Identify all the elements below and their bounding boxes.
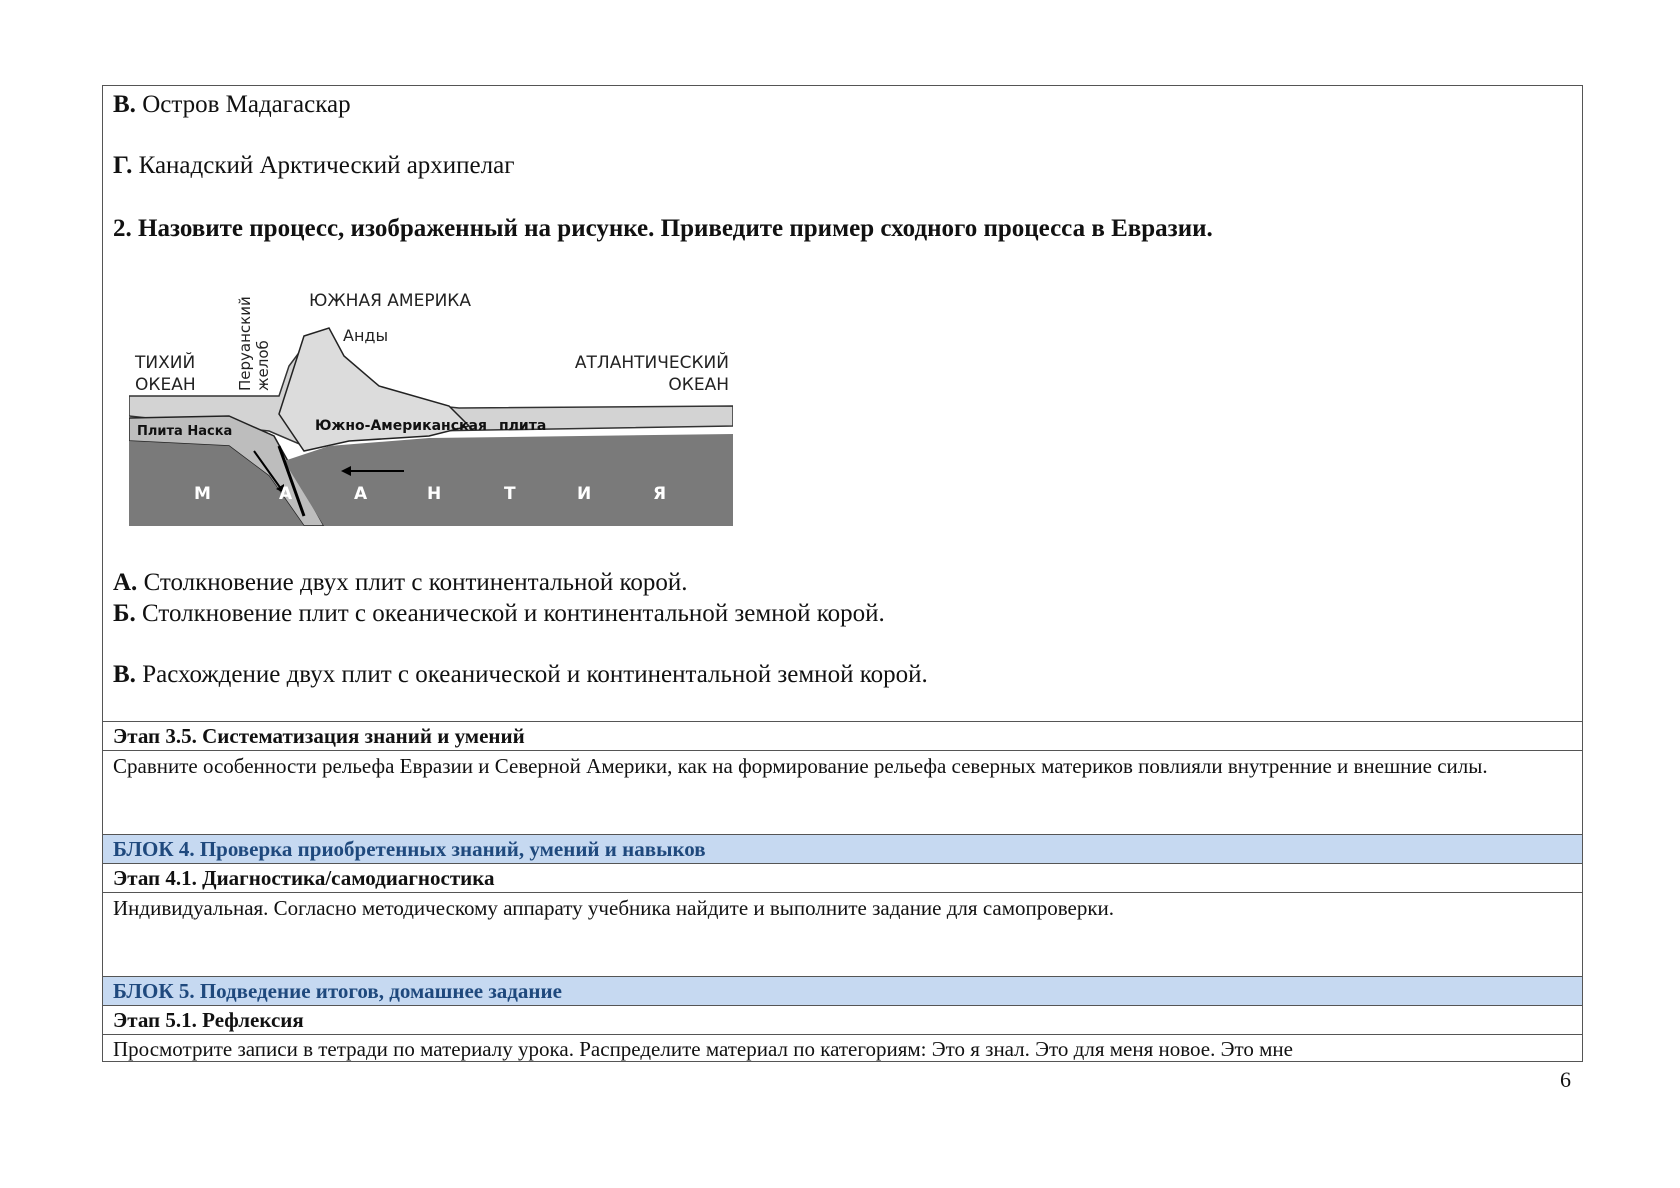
answer-a: А. Столкновение двух плит с континентальной корой. (113, 569, 688, 596)
label-mantle-t: Т (504, 484, 516, 504)
label-atlantic-1: АТЛАНТИЧЕСКИЙ (574, 353, 729, 373)
lesson-table (102, 85, 1583, 1062)
label-pacific-2: ОКЕАН (135, 375, 196, 395)
stage-5-1-title: Этап 5.1. Рефлексия (103, 1005, 1582, 1034)
option-v: В. Остров Мадагаскар (113, 91, 351, 118)
label-mantle-i: И (577, 484, 592, 504)
stage-3-5-text: Сравните особенности рельефа Евразии и Северной Америки, как на формирование рельефа северных материков повлияли внутренние и внешние силы. (103, 750, 1582, 834)
page-number: 6 (1560, 1067, 1571, 1092)
stage-4-1-title: Этап 4.1. Диагностика/самодиагностика (103, 863, 1582, 892)
plate-subduction-figure (129, 286, 733, 526)
option-g: Г. Канадский Арктический архипелаг (113, 152, 515, 179)
label-mantle-1: М (194, 484, 211, 504)
block-5-title: БЛОК 5. Подведение итогов, домашнее задание (103, 976, 1582, 1005)
question-2: 2. Назовите процесс, изображенный на рисунке. Приведите пример сходного процесса в Евразии. (113, 215, 1213, 242)
label-nazca-plate: Плита Наска (137, 424, 233, 439)
label-plate-word: плита (499, 418, 547, 434)
mantle-right (284, 434, 733, 526)
answer-v: В. Расхождение двух плит с океанической и континентальной земной корой. (113, 661, 928, 688)
label-mantle-a: А (354, 484, 368, 504)
task-cell (103, 86, 1582, 721)
block-4-title: БЛОК 4. Проверка приобретенных знаний, умений и навыков (103, 834, 1582, 863)
label-mantle-2: А (279, 484, 293, 504)
stage-4-1-text: Индивидуальная. Согласно методическому аппарату учебника найдите и выполните задание для самопроверки. (103, 892, 1582, 976)
stage-5-1-text: Просмотрите записи в тетради по материалу урока. Распределите материал по категориям: Это я знал. Это для меня новое. Это мне (103, 1034, 1582, 1061)
label-peru-trench-2: желоб (254, 340, 272, 391)
label-mantle-ya: Я (653, 484, 667, 504)
label-andes: Анды (343, 326, 389, 345)
label-pacific-1: ТИХИЙ (135, 353, 196, 373)
label-atlantic-2: ОКЕАН (668, 375, 729, 395)
label-south-america: ЮЖНАЯ АМЕРИКА (309, 291, 471, 311)
answer-b: Б. Столкновение плит с океанической и континентальной земной корой. (113, 600, 885, 627)
label-sa-plate: Южно-Американская (315, 418, 487, 434)
label-peru-trench-1: Перуанский (236, 296, 254, 391)
stage-3-5-title: Этап 3.5. Систематизация знаний и умений (103, 721, 1582, 750)
label-mantle-n: Н (427, 484, 442, 504)
